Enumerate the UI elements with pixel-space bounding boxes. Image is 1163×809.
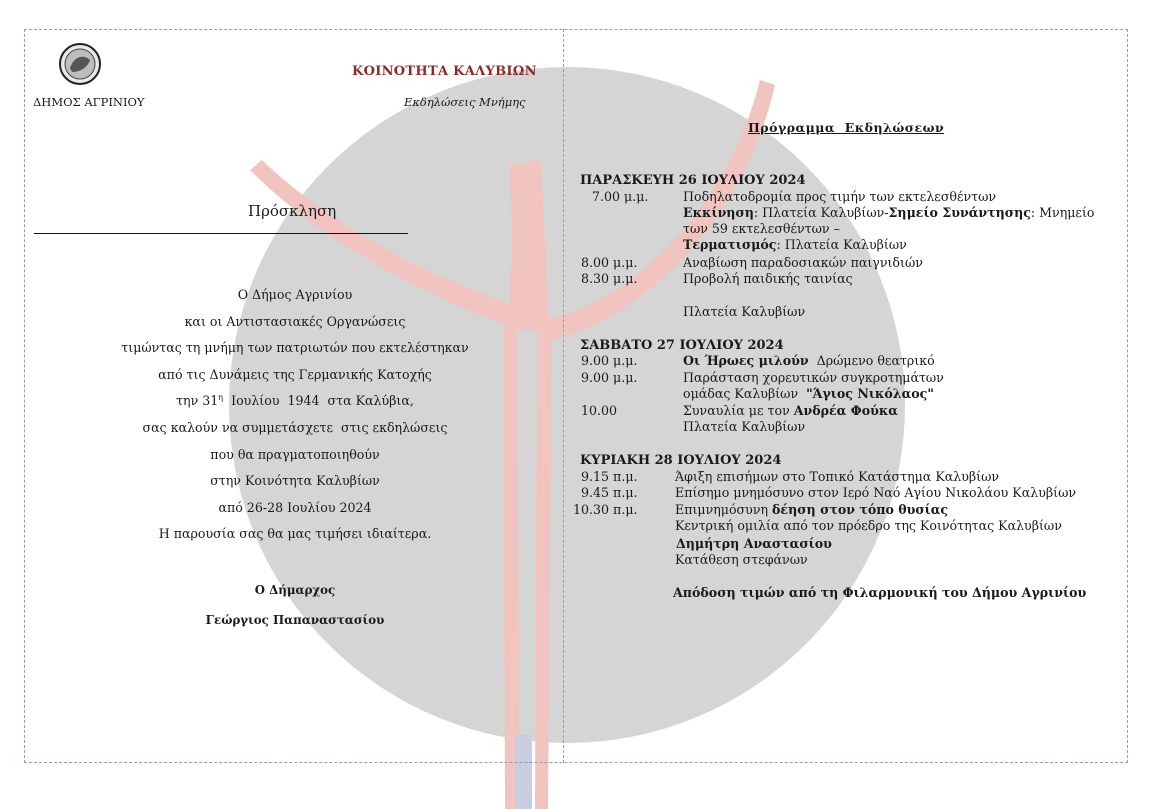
event-text: Ποδηλατοδρομία προς τιμήν των εκτελεσθέντων — [683, 189, 997, 204]
memorial-text: Επιμνημόσυνη — [675, 502, 773, 517]
event-subtitle: Εκδηλώσεις Μνήμης — [404, 95, 526, 109]
day-heading-saturday: ΣΑΒΒΑΤΟ 27 ΙΟΥΛΙΟΥ 2024 — [580, 338, 784, 353]
start-label: Εκκίνηση — [683, 205, 754, 220]
event-text: Άφιξη επισήμων στο Τοπικό Κατάστημα Καλυβίων — [675, 469, 1000, 484]
event-detail — [683, 237, 907, 253]
event-time: 8.00 μ.μ. — [581, 255, 638, 270]
start-text: : Πλατεία Καλυβίων- — [753, 205, 889, 220]
event-time: 9.15 π.μ. — [581, 469, 638, 484]
meeting-label: Σημείο Συνάντησης — [888, 205, 1031, 220]
event-text — [675, 502, 948, 518]
closing-honors: Απόδοση τιμών από τη Φιλαρμονική του Δήμου Αγρινίου — [673, 585, 1087, 600]
invitation-line: που θα πραγματοποιηθούν — [210, 446, 380, 462]
invitation-line: τιμώντας τη μνήμη των πατριωτών που εκτελέστηκαν — [121, 340, 469, 356]
end-label: Τερματισμός — [683, 237, 777, 252]
event-place: Πλατεία Καλυβίων — [683, 419, 806, 434]
program-title: Πρόγραμμα Εκδηλώσεων — [748, 120, 945, 135]
event-time: 8.30 μ.μ. — [581, 271, 638, 286]
invitation-line: στην Κοινότητα Καλυβίων — [210, 473, 380, 489]
event-time: 9.45 π.μ. — [581, 485, 638, 500]
group-text: ομάδας Καλυβίων — [683, 386, 807, 401]
end-text: : Πλατεία Καλυβίων — [776, 237, 907, 252]
event-title: Οι Ήρωες μιλούν — [683, 353, 809, 368]
event-time: 7.00 μ.μ. — [592, 189, 649, 204]
concert-text: Συναυλία με τον — [683, 403, 794, 418]
invitation-line: Η παρουσία σας θα μας τιμήσει ιδιαίτερα. — [158, 526, 432, 542]
event-detail — [683, 205, 1094, 221]
event-time: 10.00 — [581, 403, 618, 418]
event-subtext: Δρώμενο θεατρικό — [808, 353, 935, 368]
community-name: ΚΟΙΝΟΤΗΤΑ ΚΑΛΥΒΙΩΝ — [352, 64, 537, 79]
memorial-bold: δέηση στον τόπο θυσίας — [772, 502, 949, 517]
invitation-line: Ο Δήμος Αγρινίου — [237, 287, 353, 302]
date-suffix: Ιουλίου 1944 στα Καλύβια, — [223, 393, 414, 409]
invitation-title: Πρόσκληση — [248, 202, 337, 220]
event-text: Προβολή παιδικής ταινίας — [683, 271, 853, 286]
event-time: 9.00 μ.μ. — [581, 353, 638, 368]
event-text — [683, 353, 935, 369]
event-text: Αναβίωση παραδοσιακών παιγνιδιών — [683, 255, 923, 270]
signature-name: Γεώργιος Παπαναστασίου — [205, 613, 385, 627]
date-prefix: την 31 — [176, 393, 219, 409]
signature-role: Ο Δήμαρχος — [254, 583, 336, 597]
performer-name: Ανδρέα Φούκα — [793, 403, 898, 418]
event-text — [683, 403, 898, 419]
speaker-name: Δημήτρη Αναστασίου — [676, 536, 832, 551]
event-place: Πλατεία Καλυβίων — [683, 304, 806, 319]
day-heading-sunday: ΚΥΡΙΑΚΗ 28 ΙΟΥΛΙΟΥ 2024 — [580, 453, 782, 468]
event-time: 9.00 μ.μ. — [581, 370, 638, 385]
date-superscript: η — [218, 393, 224, 403]
event-detail: Κεντρική ομιλία από τον πρόεδρο της Κοινότητας Καλυβίων — [675, 518, 1062, 533]
invitation-line: από τις Δυνάμεις της Γερμανικής Κατοχής — [158, 366, 432, 382]
event-time: 10.30 π.μ. — [573, 502, 638, 517]
event-detail: των 59 εκτελεσθέντων – — [683, 221, 840, 236]
municipality-name: ΔΗΜΟΣ ΑΓΡΙΝΙΟΥ — [33, 95, 145, 109]
event-text: Επίσημο μνημόσυνο στον Ιερό Ναό Αγίου Νικολάου Καλυβίων — [675, 485, 1077, 500]
invitation-line: σας καλούν να συμμετάσχετε στις εκδηλώσεις — [142, 419, 448, 435]
event-text: Παράσταση χορευτικών συγκροτημάτων — [683, 370, 944, 385]
invitation-line: από 26-28 Ιουλίου 2024 — [218, 499, 372, 515]
group-name: "Άγιος Νικόλαος" — [806, 386, 934, 401]
invitation-line: και οι Αντιστασιακές Οργανώσεις — [184, 313, 406, 329]
event-detail — [683, 386, 934, 402]
day-heading-friday: ΠΑΡΑΣΚΕΥΗ 26 ΙΟΥΛΙΟΥ 2024 — [580, 173, 806, 188]
event-detail: Κατάθεση στεφάνων — [675, 552, 808, 567]
meeting-text: : Μνημείο — [1030, 205, 1095, 220]
